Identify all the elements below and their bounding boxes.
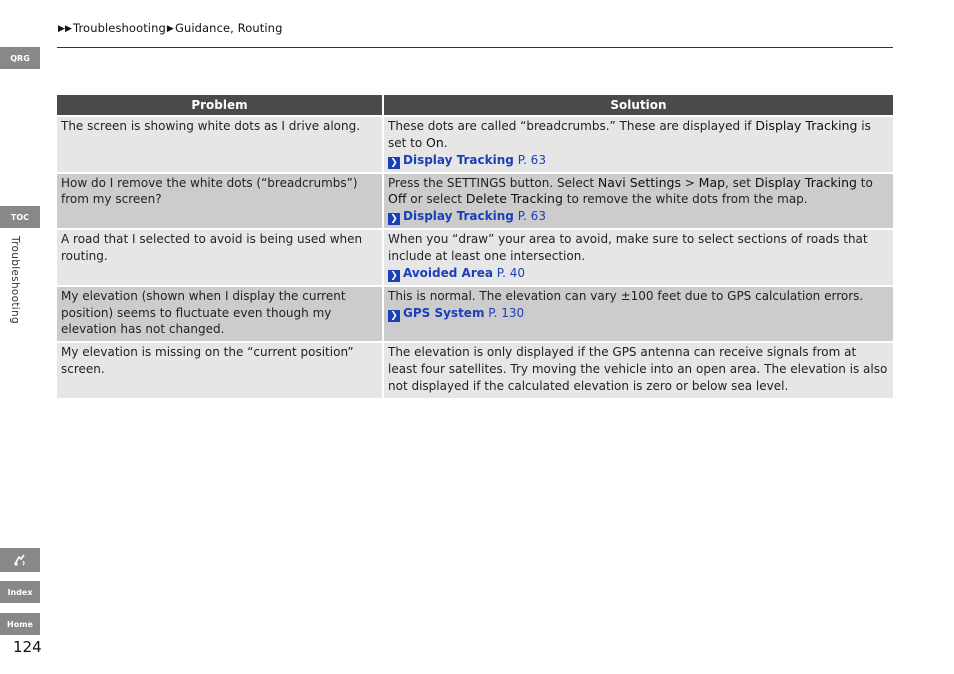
problem-cell: The screen is showing white dots as I drive along. [57,117,384,174]
column-header-problem: Problem [57,95,384,117]
breadcrumb-item-troubleshooting[interactable]: Troubleshooting [73,21,166,35]
solution-cell: The elevation is only displayed if the GPS antenna can receive signals from at least four satellites. Try moving the vehicle into an open area. The elevation is also not displayed if the calculated elevation is zero or below sea level. [384,343,893,399]
problem-cell: How do I remove the white dots (“breadcrumbs”) from my screen? [57,174,384,231]
ui-term: Display Tracking [754,174,857,190]
table-row [57,287,893,343]
ui-term: Off [388,191,407,207]
voice-command-tab[interactable] [0,548,40,572]
problem-cell: My elevation is missing on the “current position” screen. [57,343,384,399]
solution-cell [384,287,893,343]
cross-reference-link[interactable]: ❯ Display Tracking P. 63 [388,153,546,167]
cross-reference-link[interactable]: ❯ Avoided Area P. 40 [388,266,525,280]
solution-text: When you “draw” your area to avoid, make sure to select sections of roads that include at least one intersection. [388,232,868,263]
problem-cell: My elevation (shown when I display the current position) seems to fluctuate even though my elevation has not changed. [57,287,384,343]
table-header-row [57,95,893,117]
table-row [57,230,893,287]
reference-arrow-icon: ❯ [388,157,400,169]
arrow-right-icon: ▶ [166,24,174,34]
ui-term: Navi Settings [597,174,681,190]
solution-text: or select [406,192,466,207]
solution-cell [384,117,893,174]
solution-cell [384,174,893,231]
toc-tab[interactable]: TOC [0,206,40,228]
cross-reference-link[interactable]: ❯ Display Tracking P. 63 [388,209,546,223]
table-row [57,117,893,174]
solution-text: . [443,135,448,150]
table-row [57,174,893,231]
solution-text: to remove the white dots from the map. [562,192,808,207]
troubleshooting-table [57,95,893,400]
index-tab[interactable]: Index [0,581,40,603]
qrg-tab[interactable]: QRG [0,47,40,69]
solution-text: , set [725,175,755,190]
ui-term: Delete Tracking [465,191,563,207]
arrow-right-icon: ▶▶ [58,24,73,34]
solution-text: This is normal. The elevation can vary ±100 feet due to GPS calculation errors. [388,288,864,303]
solution-text: is set to [388,119,871,150]
page-number: 124 [13,638,42,656]
cross-reference-link[interactable]: ❯ GPS System P. 130 [388,306,524,320]
breadcrumb [57,21,282,35]
solution-cell [384,230,893,287]
solution-text: > [680,175,699,190]
header-divider [57,47,893,48]
reference-arrow-icon: ❯ [388,270,400,282]
ui-term: Map [698,174,726,190]
column-header-solution: Solution [384,95,893,117]
breadcrumb-item-guidance-routing[interactable]: Guidance, Routing [174,21,283,35]
ui-term: On [426,134,444,150]
home-tab[interactable]: Home [0,613,40,635]
table-row [57,343,893,399]
solution-text: to [856,175,873,190]
section-label: Troubleshooting [9,236,21,324]
reference-arrow-icon: ❯ [388,310,400,322]
problem-cell: A road that I selected to avoid is being used when routing. [57,230,384,287]
reference-arrow-icon: ❯ [388,213,400,225]
voice-command-icon [12,552,28,568]
ui-term: Display Tracking [755,118,858,133]
solution-text: These dots are called “breadcrumbs.” These are displayed if [388,119,756,133]
solution-text: Press the SETTINGS button. Select [388,175,598,190]
